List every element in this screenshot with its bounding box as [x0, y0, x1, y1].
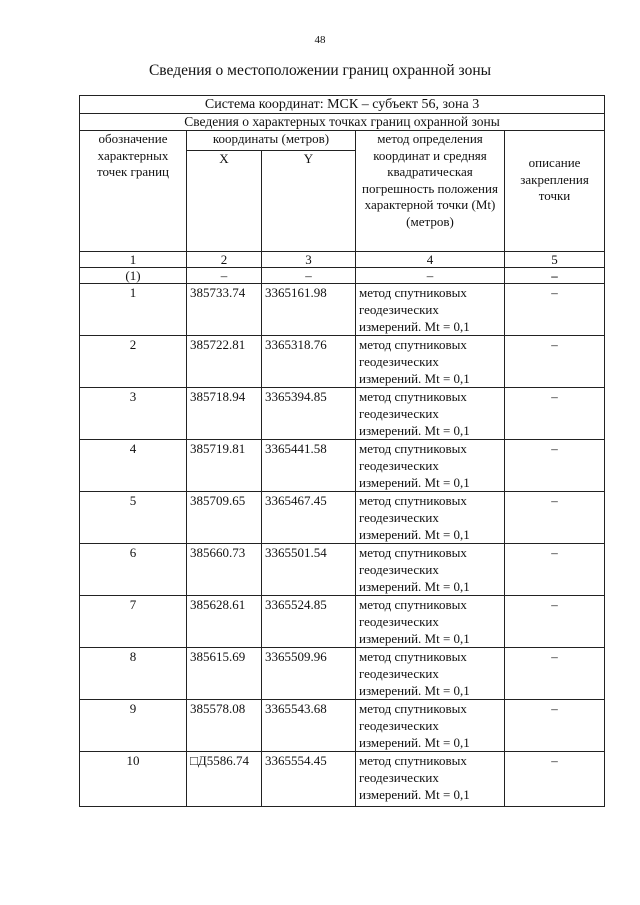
method-cell: метод спутниковых геодезических измерений. Mt = 0,1: [356, 544, 505, 596]
description-cell: –: [505, 284, 605, 336]
method-cell: метод спутниковых геодезических измерений. Mt = 0,1: [356, 700, 505, 752]
point-id-cell: 10: [80, 752, 187, 807]
table-row: [80, 752, 605, 807]
y-coordinate-cell: 3365543.68: [262, 700, 356, 752]
x-coordinate-cell: □Д5586.74: [187, 752, 262, 807]
point-id-cell: 4: [80, 440, 187, 492]
header-coordinates: координаты (метров): [187, 131, 356, 151]
table-row: [80, 700, 605, 752]
description-cell: –: [505, 544, 605, 596]
y-coordinate-cell: 3365161.98: [262, 284, 356, 336]
description-cell: –: [505, 492, 605, 544]
x-coordinate-cell: 385709.65: [187, 492, 262, 544]
placeholder-cell: –: [356, 268, 505, 284]
description-cell: –: [505, 648, 605, 700]
header-method: метод определения координат и средняя квадратическая погрешность положения характерной точки (Mt) (метров): [356, 131, 505, 252]
x-coordinate-cell: 385615.69: [187, 648, 262, 700]
point-id-cell: 8: [80, 648, 187, 700]
y-coordinate-cell: 3365501.54: [262, 544, 356, 596]
method-cell: метод спутниковых геодезических измерений. Mt = 0,1: [356, 336, 505, 388]
table-row: [80, 596, 605, 648]
x-coordinate-cell: 385660.73: [187, 544, 262, 596]
column-number: 2: [187, 252, 262, 268]
x-coordinate-cell: 385628.61: [187, 596, 262, 648]
y-coordinate-cell: 3365554.45: [262, 752, 356, 807]
point-id-cell: 6: [80, 544, 187, 596]
point-id-cell: 3: [80, 388, 187, 440]
point-id-cell: 5: [80, 492, 187, 544]
description-cell: –: [505, 440, 605, 492]
x-coordinate-cell: 385733.74: [187, 284, 262, 336]
point-id-cell: 9: [80, 700, 187, 752]
description-cell: –: [505, 388, 605, 440]
x-coordinate-cell: 385719.81: [187, 440, 262, 492]
coordinates-table: [79, 95, 605, 807]
header-description: описание закрепления точки: [505, 131, 605, 252]
method-cell: метод спутниковых геодезических измерений. Mt = 0,1: [356, 596, 505, 648]
method-cell: метод спутниковых геодезических измерений. Mt = 0,1: [356, 440, 505, 492]
column-number-row: [80, 252, 605, 268]
description-cell: –: [505, 700, 605, 752]
point-id-cell: 7: [80, 596, 187, 648]
column-number: 5: [505, 252, 605, 268]
table-row: [80, 492, 605, 544]
coordinate-system-header: Система координат: МСК – субъект 56, зона 3: [80, 96, 605, 114]
y-coordinate-cell: 3365509.96: [262, 648, 356, 700]
description-cell: –: [505, 596, 605, 648]
point-id-cell: 1: [80, 284, 187, 336]
table-row: [80, 284, 605, 336]
column-number: 1: [80, 252, 187, 268]
description-cell: –: [505, 336, 605, 388]
placeholder-cell: –: [262, 268, 356, 284]
x-coordinate-cell: 385578.08: [187, 700, 262, 752]
y-coordinate-cell: 3365394.85: [262, 388, 356, 440]
y-coordinate-cell: 3365467.45: [262, 492, 356, 544]
x-coordinate-cell: 385722.81: [187, 336, 262, 388]
placeholder-row: [80, 268, 605, 284]
document-title: Сведения о местоположении границ охранной зоны: [148, 62, 492, 79]
column-number: 3: [262, 252, 356, 268]
placeholder-cell: –: [505, 268, 605, 284]
y-coordinate-cell: 3365441.58: [262, 440, 356, 492]
table-row: [80, 336, 605, 388]
method-cell: метод спутниковых геодезических измерений. Mt = 0,1: [356, 648, 505, 700]
y-coordinate-cell: 3365318.76: [262, 336, 356, 388]
header-x: X: [187, 150, 262, 251]
table-row: [80, 648, 605, 700]
method-cell: метод спутниковых геодезических измерений. Mt = 0,1: [356, 752, 505, 807]
point-id-cell: 2: [80, 336, 187, 388]
description-cell: –: [505, 752, 605, 807]
method-cell: метод спутниковых геодезических измерений. Mt = 0,1: [356, 388, 505, 440]
table-row: [80, 388, 605, 440]
header-designation: обозначение характерных точек границ: [80, 131, 187, 252]
x-coordinate-cell: 385718.94: [187, 388, 262, 440]
placeholder-cell: (1): [80, 268, 187, 284]
y-coordinate-cell: 3365524.85: [262, 596, 356, 648]
table-row: [80, 440, 605, 492]
header-y: Y: [262, 150, 356, 251]
table-subtitle: Сведения о характерных точках границ охранной зоны: [80, 114, 605, 131]
method-cell: метод спутниковых геодезических измерений. Mt = 0,1: [356, 284, 505, 336]
method-cell: метод спутниковых геодезических измерений. Mt = 0,1: [356, 492, 505, 544]
column-number: 4: [356, 252, 505, 268]
placeholder-cell: –: [187, 268, 262, 284]
table-row: [80, 544, 605, 596]
page-number: 48: [314, 34, 326, 46]
